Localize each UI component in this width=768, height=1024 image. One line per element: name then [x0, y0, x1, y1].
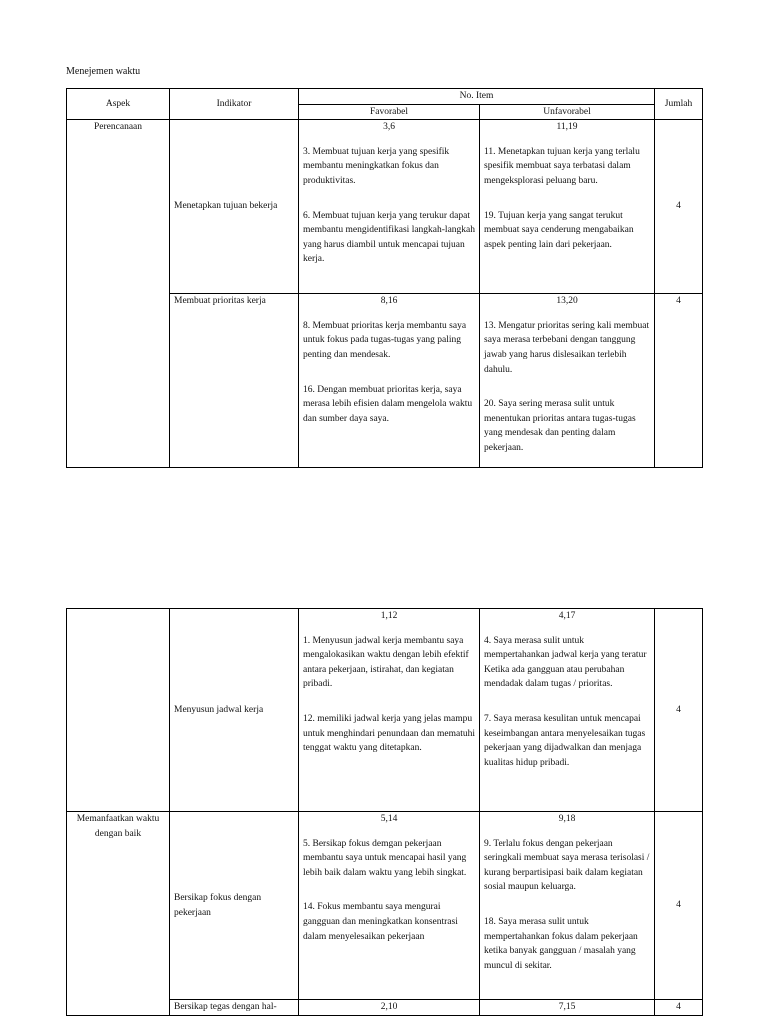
- table-perencanaan: [66, 88, 703, 468]
- favorabel-cell: [299, 609, 480, 812]
- jumlah-cell: 4: [655, 294, 703, 468]
- item-numbers: 3,6: [383, 122, 395, 133]
- statement-item: 16. Dengan membuat prioritas kerja, saya merasa lebih efisien dalam mengelola waktu dan sumber daya saya.: [303, 384, 473, 424]
- jumlah-cell: 4: [655, 609, 703, 812]
- statement-item: 12. memiliki jadwal kerja yang jelas mampu untuk menghindari penundaan dan mematuhi tenggat waktu yang ditetapkan.: [303, 713, 476, 754]
- unfavorabel-cell: [480, 609, 655, 812]
- indikator-cell: Bersikap fokus dengan pekerjaan: [170, 812, 299, 1000]
- statement-item: 4. Saya merasa sulit untuk mempertahankan jadwal kerja yang teratur Ketika ada gangguan atau perubahan mendadak dalam tugas / prioritas.: [484, 635, 647, 690]
- item-numbers: 5,14: [380, 814, 398, 824]
- aspek-cell-empty: [67, 609, 170, 812]
- statement-item: 8. Membuat prioritas kerja membantu saya untuk fokus pada tugas-tugas yang paling penting dan mendesak.: [303, 320, 467, 360]
- statement-item: 11. Menetapkan tujuan kerja yang terlalu spesifik membuat saya terbatasi dalam mengeksplorasi peluang baru.: [484, 146, 640, 186]
- favorabel-cell: [299, 812, 480, 1000]
- indikator-cell: Menetapkan tujuan bekerja: [170, 120, 299, 294]
- item-numbers: 8,16: [380, 296, 398, 307]
- item-numbers: 2,10: [299, 1000, 480, 1016]
- item-numbers: 11,19: [556, 122, 578, 133]
- unfavorabel-cell: [480, 294, 655, 468]
- table-row: [67, 609, 703, 812]
- table-row: [67, 120, 703, 294]
- item-numbers: 9,18: [558, 814, 576, 824]
- indikator-cell: Bersikap tegas dengan hal-: [170, 1000, 299, 1016]
- item-numbers: 4,17: [558, 611, 576, 621]
- header-favorabel: Favorabel: [299, 104, 480, 120]
- item-numbers: 1,12: [380, 611, 398, 621]
- favorabel-cell: [299, 294, 480, 468]
- header-indikator: Indikator: [170, 89, 299, 120]
- item-numbers: 13,20: [556, 296, 578, 307]
- unfavorabel-cell: [480, 812, 655, 1000]
- statement-item: 5. Bersikap fokus demgan pekerjaan membantu saya untuk mencapai hasil yang lebih baik dalam waktu yang lebih singkat.: [303, 838, 467, 878]
- aspek-cell: Memanfaatkan waktu dengan baik: [67, 812, 170, 1016]
- indikator-cell: Membuat prioritas kerja: [170, 294, 299, 468]
- item-numbers: 7,15: [480, 1000, 655, 1016]
- page-title: Menejemen waktu: [66, 66, 141, 77]
- header-no-item: No. Item: [299, 89, 655, 105]
- statement-item: 1. Menyusun jadwal kerja membantu saya mengalokasikan waktu dengan lebih efektif antara pekerjaan, istirahat, dan kegiatan pribadi.: [303, 635, 469, 690]
- jumlah-cell: 4: [655, 1000, 703, 1016]
- favorabel-cell: [299, 120, 480, 294]
- header-unfavorabel: Unfavorabel: [480, 104, 655, 120]
- statement-item: 18. Saya merasa sulit untuk mempertahankan fokus dalam pekerjaan ketika banyak gangguan / masalah yang muncul di sekitar.: [484, 916, 638, 971]
- indikator-cell: Menyusun jadwal kerja: [170, 609, 299, 812]
- header-aspek: Aspek: [67, 89, 170, 120]
- unfavorabel-cell: [480, 120, 655, 294]
- table-row: [67, 812, 703, 1000]
- statement-item: 7. Saya merasa kesulitan untuk mencapai keseimbangan antara menyelesaikan tugas pekerjaan yang dijadwalkan dan menjaga kualitas hidup pribadi.: [484, 713, 646, 768]
- statement-item: 3. Membuat tujuan kerja yang spesifik membantu meningkatkan fokus dan produktivitas.: [303, 146, 450, 186]
- statement-item: 9. Terlalu fokus dengan pekerjaan seringkali membuat saya merasa terisolasi / kurang berpartisipasi baik dalam kegiatan sosial maupun keluarga.: [484, 838, 650, 893]
- aspek-cell: Perencanaan: [67, 120, 170, 468]
- header-jumlah: Jumlah: [655, 89, 703, 120]
- statement-item: 13. Mengatur prioritas sering kali membuat saya merasa terbebani dengan tanggung jawab yang harus dislesaikan terlebih dahulu.: [484, 320, 650, 375]
- statement-item: 14. Fokus membantu saya mengurai gangguan dan meningkatkan konsentrasi dalam menyelesaikan pekerjaan: [303, 902, 458, 942]
- jumlah-cell: 4: [655, 120, 703, 294]
- statement-item: 19. Tujuan kerja yang sangat terukut membuat saya cenderung mengabaikan aspek penting lain dari pekerjaan.: [484, 210, 634, 250]
- statement-item: 20. Saya sering merasa sulit untuk menentukan prioritas antara tugas-tugas yang mendesak dan penting dalam pekerjaan.: [484, 399, 636, 453]
- statement-item: 6. Membuat tujuan kerja yang terukur dapat membantu mengidentifikasi langkah-langkah yang harus diambil untuk mencapai tujuan kerja.: [303, 210, 476, 265]
- table-memanfaatkan-waktu: [66, 608, 703, 1016]
- jumlah-cell: 4: [655, 812, 703, 1000]
